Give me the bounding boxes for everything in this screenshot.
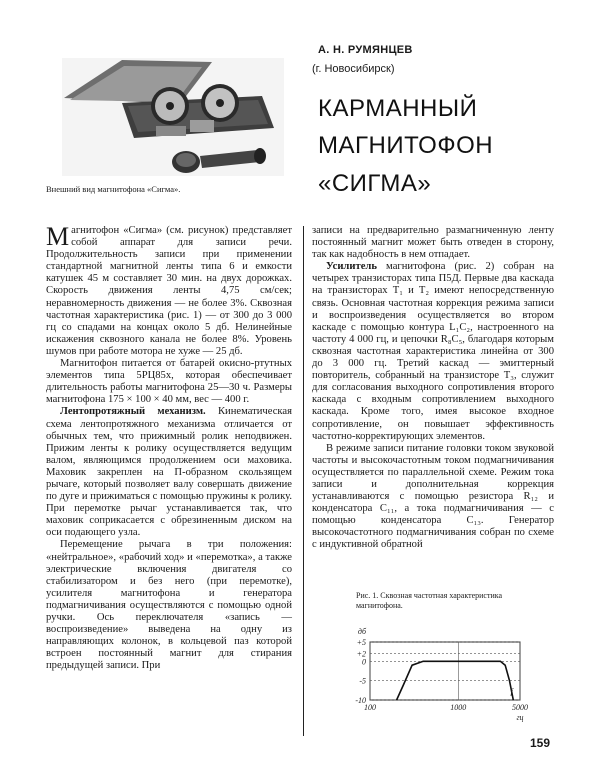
paragraph-mechanism-text: Кинематическая схема лентопротяжного механизма отличается от обычных тем, что прижимный ролик неподвижен. Прижим ленты к ролику осуществляется ведущим валом, являющимся продолжением оси маховика. Маховик закреплен на П-образном скользящем рычаге, который позволяет валу совершать движение по дуге и прижиматься с помощью пружины к ролику. При перемотке рычаг устанавливается так, что маховик соприкасается с обрезиненным диском на оси подающего узла. bbox=[46, 406, 292, 539]
subheading-amplifier: Усилитель bbox=[326, 261, 377, 273]
article-title-line-3: «СИГМА» bbox=[318, 170, 432, 197]
paragraph-continuation: записи на предварительно размагниченную ленту постоянный магнит может быть отведен в сторону, так как надобность в нем отпадает. bbox=[312, 225, 554, 261]
x-tick-label: 1000 bbox=[450, 703, 467, 712]
paragraph-intro-text: агнитофон «Сигма» (см. рисунок) представляет собой аппарат для записи речи. Продолжительность записи при применении стандартной магнитной ленты типа 6 и емкости катушек 45 м составляет 30 мин. на двух дорожках. Скорость движения ленты 4,75 см/сек; неравномерность движения — не более 3%. Сквозная частотная характеристика (рис. 1) — от 300 до 3 000 гц со спадами на концах около 5 дб. Нелинейные искажения сквозного канала не более 8%. Уровень шумов при работе мотора не хуже — 25 дб. bbox=[46, 225, 292, 357]
left-column bbox=[46, 222, 292, 672]
author-city: (г. Новосибирск) bbox=[312, 63, 395, 75]
paragraph-amplifier-text: магнитофона (рис. 2) собран на четырех транзисторах типа П5Д. Первые два каскада на транзисторах T₁ и T₂ имеют непосредственную связь. Основная частотная коррекция режима записи и воспроизведения осуществляется во втором каскаде с помощью контура L₁C₂, настроенного на частоту 4 000 гц, и цепочки R₈C₅, благодаря которым сквозная частотная характеристика линейна от 300 до 3 000 гц. Третий каскад — эмиттерный повторитель, собранный на транзисторе T₃, служит для согласования выходного сопротивления второго каскада с входным сопротивлением выходного каскада. Кроме того, имея высокое входное сопротивление, он повышает эффективность частотно-корректирующих элементов. bbox=[312, 261, 554, 442]
x-tick-label: 5000 bbox=[512, 703, 528, 712]
y-tick-label: -5 bbox=[359, 676, 366, 686]
paragraph-intro bbox=[46, 222, 292, 358]
x-tick-label: 100 bbox=[364, 703, 376, 712]
right-column bbox=[312, 225, 554, 552]
paragraph-amplifier bbox=[312, 261, 554, 442]
drop-cap: М bbox=[46, 222, 70, 251]
subheading-mechanism: Лентопротяжный механизм. bbox=[60, 406, 206, 418]
tape-recorder-photo bbox=[62, 58, 284, 176]
article-title-line-2: МАГНИТОФОН bbox=[318, 132, 494, 159]
tape-recorder-illustration bbox=[62, 58, 284, 176]
y-tick-label: -10 bbox=[355, 696, 366, 705]
article-author: А. Н. РУМЯНЦЕВ bbox=[318, 44, 413, 56]
x-axis-label: гц bbox=[516, 713, 524, 722]
curve-label: f bbox=[510, 687, 513, 696]
chart-svg bbox=[330, 620, 530, 740]
paragraph-mechanism bbox=[46, 406, 292, 539]
article-title-line-1: КАРМАННЫЙ bbox=[318, 95, 478, 122]
figure-caption: Рис. 1. Сквозная частотная характеристика магнитофона. bbox=[356, 591, 503, 610]
y-tick-label: 0 bbox=[362, 657, 366, 667]
y-axis-label: дб bbox=[357, 627, 366, 636]
y-tick-label: +5 bbox=[356, 638, 366, 647]
column-divider bbox=[303, 226, 304, 736]
frequency-response-chart bbox=[330, 620, 530, 740]
paragraph-recording: В режиме записи питание головки током звуковой частоты и высокочастотным током подмагничивания осуществляется по параллельной схеме. Режим тока записи и дополнительная коррекция устанавливаются с помощью резистора R₁₂ и конденсатора C₁₁, а тока подмагничивания — с помощью конденсатора C₁₃. Генератор высокочастотного подмагничивания собран по схеме с индуктивной обратной bbox=[312, 442, 554, 551]
paragraph-lever: Перемещение рычага в три положения: «нейтральное», «рабочий ход» и «перемотка», а также электрические включения двигателя со стабилизатором и без него (при перемотке), усилителя магнитофона и генератора подмагничивания осуществляются с помощью одной ручки. Ось переключателя «запись — воспроизведение» выведена на одну из направляющих колонок, в кольцевой паз которой встроен постоянный магнит для стирания предыдущей записи. При bbox=[46, 539, 292, 672]
y-tick-label: +2 bbox=[356, 649, 366, 659]
page-number: 159 bbox=[530, 736, 551, 750]
photo-caption: Внешний вид магнитофона «Сигма». bbox=[46, 184, 181, 194]
chart-frame bbox=[370, 642, 520, 700]
paragraph-power: Магнитофон питается от батарей окисно-ртутных элементов типа 5РЦ85х, которая обеспечивает длительность работы магнитофона 25—30 ч. Размеры магнитофона 175 × 100 × 40 мм, вес — 400 г. bbox=[46, 358, 292, 406]
